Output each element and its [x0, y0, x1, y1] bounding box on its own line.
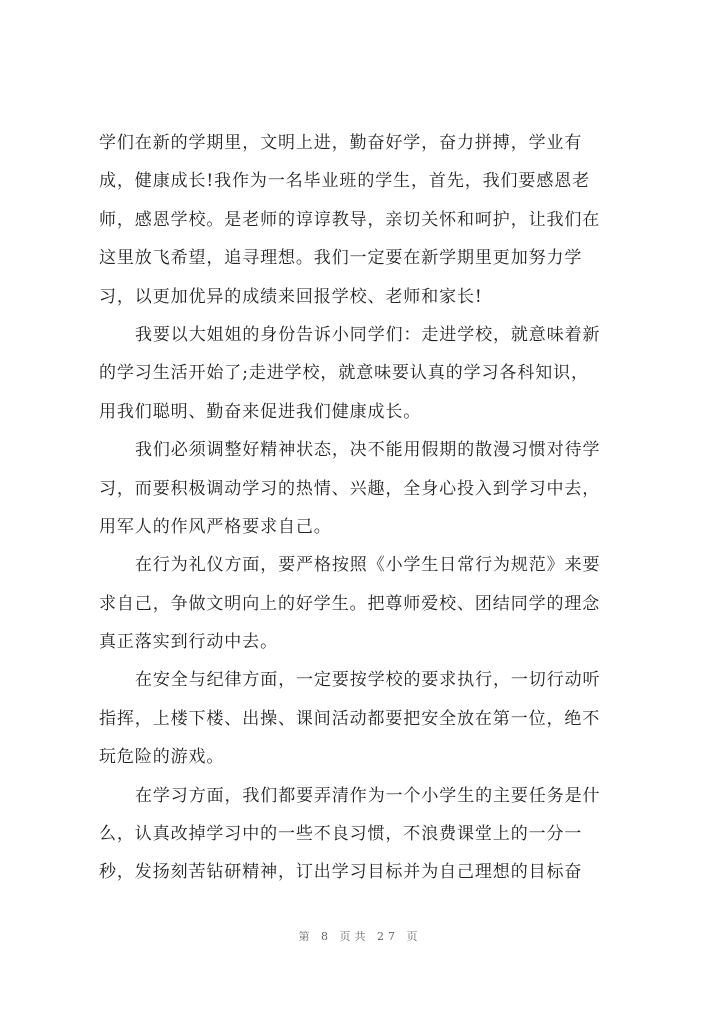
- text-line: 的学习生活开始了;走进学校，就意味要认真的学习各科知识，: [99, 363, 589, 384]
- body-text: [99, 124, 639, 892]
- text-line: 学们在新的学期里，文明上进，勤奋好学，奋力拼搏，学业有: [99, 133, 583, 153]
- paragraph-first-line: 我要以大姐姐的身份告诉小同学们：走进学校，就意味着新: [135, 324, 601, 345]
- text-line: 习，而要积极调动学习的热情、兴趣，全身心投入到学习中去，: [99, 478, 601, 499]
- text-line: 么，认真改掉学习中的一些不良习惯，不浪费课堂上的一分一: [99, 824, 583, 845]
- text-line: 师，感恩学校。是老师的谆谆教导，亲切关怀和呵护，让我们在: [99, 209, 601, 230]
- paragraph-first-line: 在行为礼仪方面，要严格按照《小学生日常行为规范》来要: [135, 555, 601, 576]
- text-line: 玩危险的游戏。: [99, 747, 225, 768]
- paragraph-first-line: 在安全与纪律方面，一定要按学校的要求执行，一切行动听: [135, 670, 601, 691]
- text-line: 求自己，争做文明向上的好学生。把尊师爱校、团结同学的理念: [99, 593, 601, 614]
- paragraph-first-line: 在学习方面，我们都要弄清作为一个小学生的主要任务是什: [135, 785, 601, 806]
- text-line: 真正落实到行动中去。: [99, 632, 278, 653]
- text-line: 用军人的作风严格要求自己。: [99, 516, 332, 537]
- text-line: 秒，发扬刻苦钻研精神，订出学习目标并为自己理想的目标奋: [99, 862, 583, 883]
- paragraph-first-line: 我们必须调整好精神状态，决不能用假期的散漫习惯对待学: [135, 440, 601, 461]
- text-line: 习，以更加优异的成绩来回报学校、老师和家长!: [99, 286, 483, 307]
- text-line: 指挥，上楼下楼、出操、课间活动都要把安全放在第一位，绝不: [99, 708, 601, 729]
- text-line: 成，健康成长!我作为一名毕业班的学生，首先，我们要感恩老: [99, 171, 591, 192]
- page-number-footer: 第 8 页共 27 页: [298, 930, 422, 943]
- text-line: 这里放飞希望，追寻理想。我们一定要在新学期里更加努力学: [99, 248, 583, 269]
- text-line: 用我们聪明、勤奋来促进我们健康成长。: [99, 401, 422, 422]
